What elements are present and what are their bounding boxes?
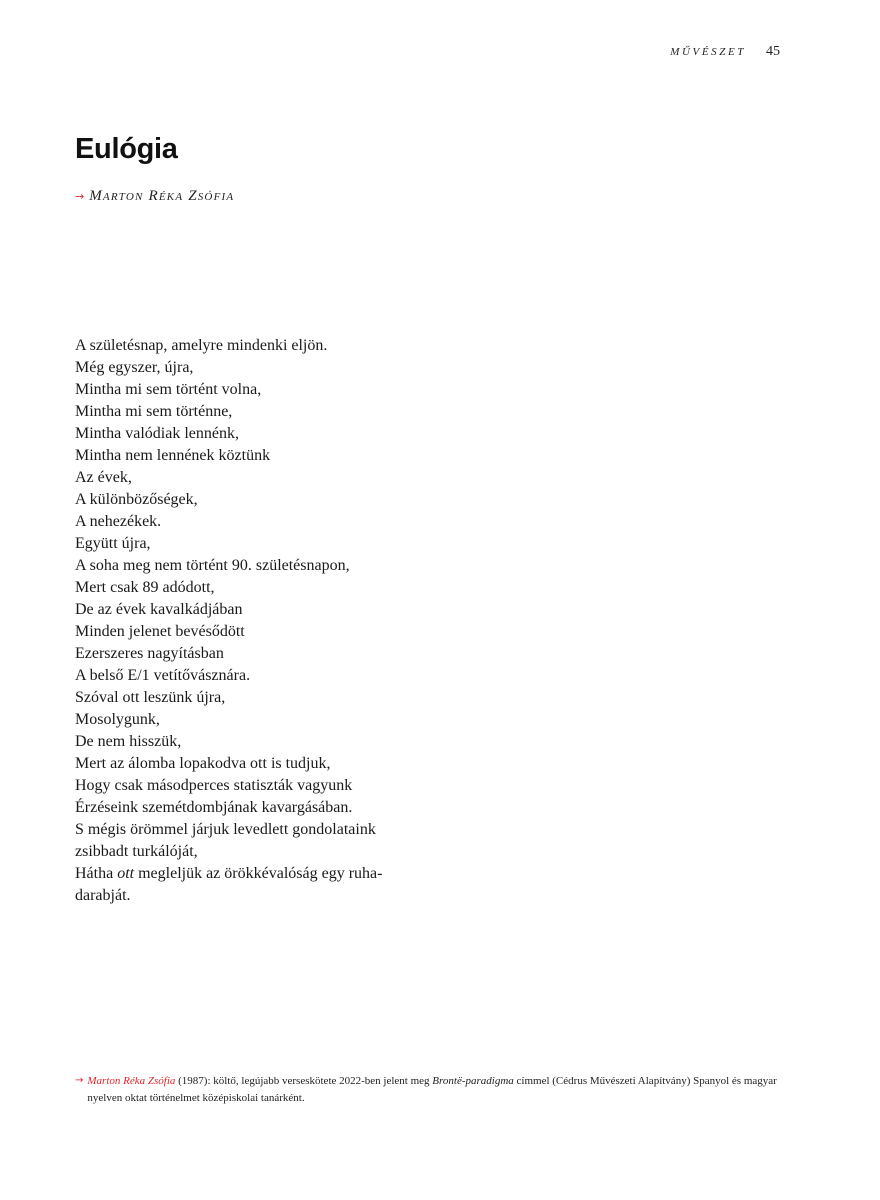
poem-line: Mintha nem lennének köztünk (75, 447, 271, 464)
poem-line: Együtt újra, (75, 535, 151, 552)
arrow-right-icon: → (75, 190, 85, 203)
footnote-author-name: Marton Réka Zsófia (87, 1075, 176, 1087)
poem-line: A születésnap, amelyre mindenki eljön. (75, 337, 328, 354)
poem-line: Még egyszer, újra, (75, 359, 194, 376)
poem-line-mixed (75, 863, 435, 885)
poem-line: Szóval ott leszünk újra, (75, 689, 226, 706)
author-footnote (75, 1073, 785, 1107)
poem-line: darabját. (75, 887, 131, 904)
poem-line: Mosolygunk, (75, 711, 160, 728)
poem-text: Hátha (75, 865, 118, 882)
byline (75, 188, 234, 205)
poem (75, 335, 435, 907)
poem-line: Ezerszeres nagyításban (75, 645, 224, 662)
poem-line: Mintha valódiak lennénk, (75, 425, 239, 442)
poem-line: Minden jelenet bevésődött (75, 623, 245, 640)
poem-line: Mintha mi sem történne, (75, 403, 233, 420)
section-label: MŰVÉSZET (670, 46, 746, 58)
poem-line: De az évek kavalkádjában (75, 601, 243, 618)
page-number: 45 (766, 44, 780, 59)
poem-line: Mintha mi sem történt volna, (75, 381, 262, 398)
poem-line: A belső E/1 vetítővásznára. (75, 667, 251, 684)
poem-line: De nem hisszük, (75, 733, 182, 750)
footnote-book-title: Brontë-paradigma (432, 1075, 514, 1087)
poem-line: Az évek, (75, 469, 132, 486)
poem-line: A nehezékek. (75, 513, 162, 530)
article-title: Eulógia (75, 133, 178, 165)
arrow-right-icon: → (75, 1075, 84, 1086)
footnote-bio-continued: címmel (Cédrus Művészeti Alapítvány) Spanyol és magyar nyelven oktat történelmet középiskolai tanárként. (87, 1075, 777, 1104)
poem-text: megleljük az örökkévalóság egy ruha- (134, 865, 383, 882)
poem-emphasis: ott (117, 865, 135, 882)
poem-line: Mert az álomba lopakodva ott is tudjuk, (75, 755, 331, 772)
poem-line: Mert csak 89 adódott, (75, 579, 215, 596)
footnote-bio: (1987): költő, legújabb verseskötete 2022-ben jelent meg (175, 1075, 433, 1087)
poem-line: S mégis örömmel járjuk levedlett gondolataink (75, 821, 376, 838)
poem-line: Érzéseink szemétdombjának kavargásában. (75, 799, 353, 816)
poem-line: zsibbadt turkálóját, (75, 843, 198, 860)
author-name: Marton Réka Zsófia (89, 188, 235, 204)
running-head (670, 44, 780, 60)
poem-line: A különbözőségek, (75, 491, 198, 508)
poem-line: Hogy csak másodperces statiszták vagyunk (75, 777, 353, 794)
poem-line: A soha meg nem történt 90. születésnapon, (75, 557, 350, 574)
footnote-text (87, 1073, 785, 1107)
